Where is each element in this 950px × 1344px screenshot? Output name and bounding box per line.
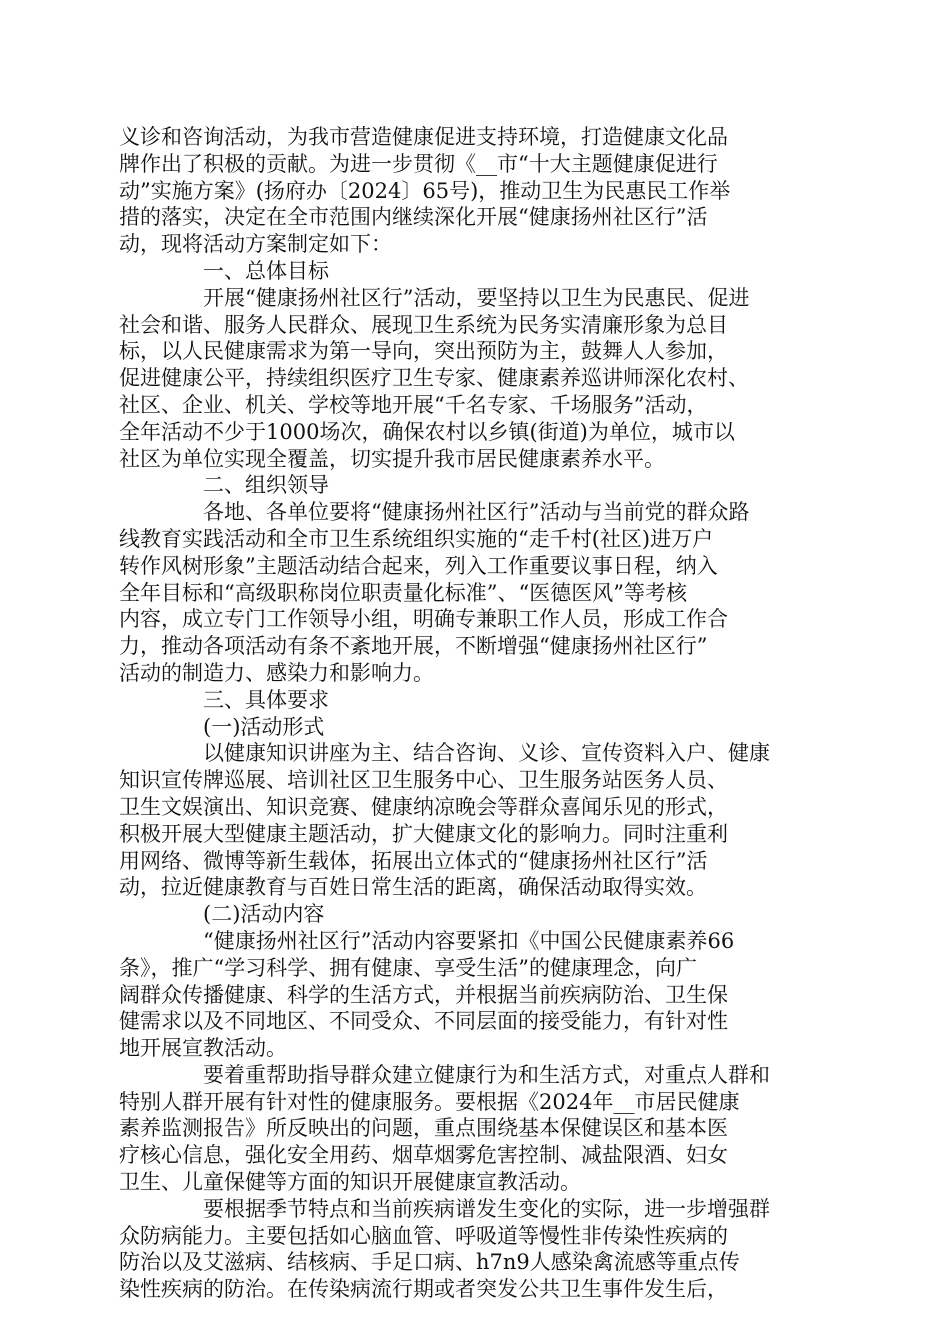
text-line: 各地、各单位要将“健康扬州社区行”活动与当前党的群众路 — [203, 500, 750, 525]
text-line: (一)活动形式 — [203, 714, 325, 739]
text-line: 素养监测报告》所反映出的问题，重点围绕基本保健误区和基本医 — [119, 1116, 728, 1141]
text-line: 线教育实践活动和全市卫生系统组织实施的“走千村(社区)进万户 — [119, 526, 714, 551]
text-line: 转作风树形象”主题活动结合起来，列入工作重要议事日程，纳入 — [119, 553, 718, 578]
text-line: 疗核心信息，强化安全用药、烟草烟雾危害控制、减盐限酒、妇女 — [119, 1143, 728, 1168]
text-line: 要着重帮助指导群众建立健康行为和生活方式，对重点人群和 — [203, 1062, 770, 1087]
text-line: 促进健康公平，持续组织医疗卫生专家、健康素养巡讲师深化农村、 — [119, 366, 749, 391]
text-line: 牌作出了积极的贡献。为进一步贯彻《__市“十大主题健康促进行 — [119, 151, 718, 176]
text-line: 条》，推广“学习科学、拥有健康、享受生活”的健康理念，向广 — [119, 955, 697, 980]
text-line: 一、总体目标 — [203, 258, 329, 283]
text-line: 社区、企业、机关、学校等地开展“千名专家、千场服务”活动， — [119, 392, 708, 417]
text-line: 措的落实，决定在全市范围内继续深化开展“健康扬州社区行”活 — [119, 205, 708, 230]
text-line: 社会和谐、服务人民群众、展现卫生系统为民务实清廉形象为总目 — [119, 312, 728, 337]
text-line: 全年活动不少于1000场次，确保农村以乡镇(街道)为单位，城市以 — [119, 419, 735, 444]
text-line: 力，推动各项活动有条不紊地开展，不断增强“健康扬州社区行” — [119, 634, 708, 659]
text-line: (二)活动内容 — [203, 902, 325, 927]
text-line: 三、具体要求 — [203, 687, 329, 712]
text-line: 活动的制造力、感染力和影响力。 — [119, 660, 434, 685]
text-line: 积极开展大型健康主题活动，扩大健康文化的影响力。同时注重利 — [119, 821, 728, 846]
text-line: 要根据季节特点和当前疾病谱发生变化的实际，进一步增强群 — [203, 1196, 770, 1221]
text-line: 全年目标和“高级职称岗位职责量化标准”、“医德医风”等考核 — [119, 580, 687, 605]
text-line: 防治以及艾滋病、结核病、手足口病、h7n9人感染禽流感等重点传 — [119, 1250, 740, 1275]
text-line: 动，拉近健康教育与百姓日常生活的距离，确保活动取得实效。 — [119, 875, 707, 900]
text-line: 以健康知识讲座为主、结合咨询、义诊、宣传资料入户、健康 — [203, 741, 770, 766]
text-line: 动”实施方案》(扬府办〔2024〕65号)，推动卫生为民惠民工作举 — [119, 178, 731, 203]
text-line: 健需求以及不同地区、不同受众、不同层面的接受能力，有针对性 — [119, 1009, 728, 1034]
text-line: 标，以人民健康需求为第一导向，突出预防为主，鼓舞人人参加， — [119, 339, 728, 364]
text-line: 染性疾病的防治。在传染病流行期或者突发公共卫生事件发生后， — [119, 1277, 728, 1302]
text-line: 特别人群开展有针对性的健康服务。要根据《2024年__市居民健康 — [119, 1089, 740, 1114]
text-line: 卫生、儿童保健等方面的知识开展健康宣教活动。 — [119, 1170, 581, 1195]
text-line: 义诊和咨询活动，为我市营造健康促进支持环境，打造健康文化品 — [119, 125, 728, 149]
text-line: 开展“健康扬州社区行”活动，要坚持以卫生为民惠民、促进 — [203, 285, 750, 310]
text-line: 用网络、微博等新生载体，拓展出立体式的“健康扬州社区行”活 — [119, 848, 708, 873]
text-line: 二、组织领导 — [203, 473, 329, 498]
document-page — [119, 124, 835, 1303]
text-line: “健康扬州社区行”活动内容要紧扣《中国公民健康素养66 — [203, 928, 735, 953]
text-line: 卫生文娱演出、知识竞赛、健康纳凉晚会等群众喜闻乐见的形式， — [119, 794, 728, 819]
text-line: 内容，成立专门工作领导小组，明确专兼职工作人员，形成工作合 — [119, 607, 728, 632]
text-line: 众防病能力。主要包括如心脑血管、呼吸道等慢性非传染性疾病的 — [119, 1223, 728, 1248]
text-line: 阔群众传播健康、科学的生活方式，并根据当前疾病防治、卫生保 — [119, 982, 728, 1007]
text-line: 社区为单位实现全覆盖，切实提升我市居民健康素养水平。 — [119, 446, 665, 471]
text-line: 动，现将活动方案制定如下： — [119, 232, 392, 257]
text-line: 地开展宣教活动。 — [119, 1036, 287, 1061]
text-line: 知识宣传牌巡展、培训社区卫生服务中心、卫生服务站医务人员、 — [119, 768, 728, 793]
